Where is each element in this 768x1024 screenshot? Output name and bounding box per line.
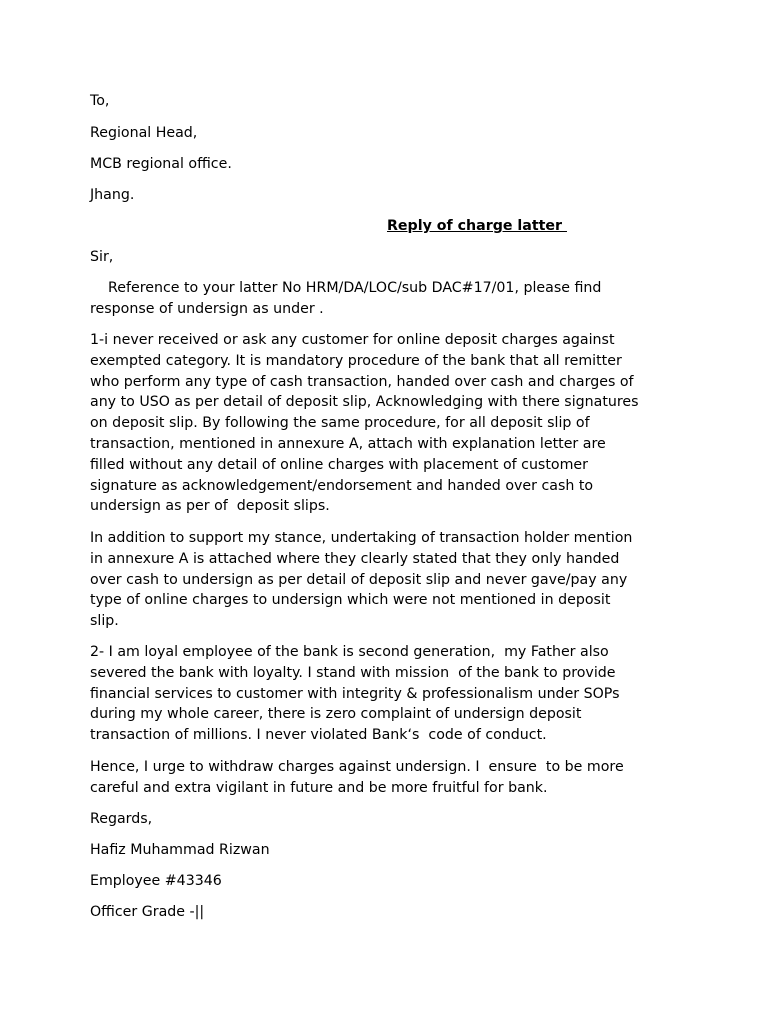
closing-paragraph: Hence, I urge to withdraw charges against undersign. I ensure to be more careful and extra vigilant in future and be more fruitful for bank.: [90, 759, 624, 796]
salutation: Sir,: [90, 249, 114, 265]
recipient-city: Jhang.: [90, 187, 135, 203]
point-2-paragraph: 2- I am loyal employee of the bank is second generation, my Father also severed the bank with loyalty. I stand with mission of the bank to provide financial services to customer with integrity & professionalism under SOPs during my whole career, there is zero complaint of undersign deposit transaction of millions. I never violated Bank‘s code of conduct.: [90, 644, 620, 744]
to-label: To,: [90, 93, 110, 109]
support-paragraph: In addition to support my stance, undertaking of transaction holder mention in annexure A is attached where they clearly stated that they only handed over cash to undersign as per detail of deposit slip and never gave/pay any type of online charges to undersign which were not mentioned in deposit slip.: [90, 530, 633, 630]
sender-name: Hafiz Muhammad Rizwan: [90, 842, 270, 858]
reference-paragraph: Reference to your latter No HRM/DA/LOC/sub DAC#17/01, please find response of undersign as under .: [90, 280, 602, 317]
recipient-title: Regional Head,: [90, 125, 198, 141]
officer-grade: Officer Grade -||: [90, 904, 205, 920]
employee-number: Employee #43346: [90, 873, 222, 889]
point-1-paragraph: 1-i never received or ask any customer for online deposit charges against exempted category. It is mandatory procedure of the bank that all remitter who perform any type of cash transaction, handed over cash and charges of any to USO as per detail of deposit slip, Acknowledging with there signatures on deposit slip. By following the same procedure, for all deposit slip of transaction, mentioned in annexure A, attach with explanation letter are filled without any detail of online charges with placement of customer signature as acknowledgement/endorsement and handed over cash to undersign as per of deposit slips.: [90, 332, 639, 515]
subject-heading: Reply of charge latter: [387, 218, 567, 234]
regards: Regards,: [90, 811, 153, 827]
recipient-office: MCB regional office.: [90, 156, 232, 172]
